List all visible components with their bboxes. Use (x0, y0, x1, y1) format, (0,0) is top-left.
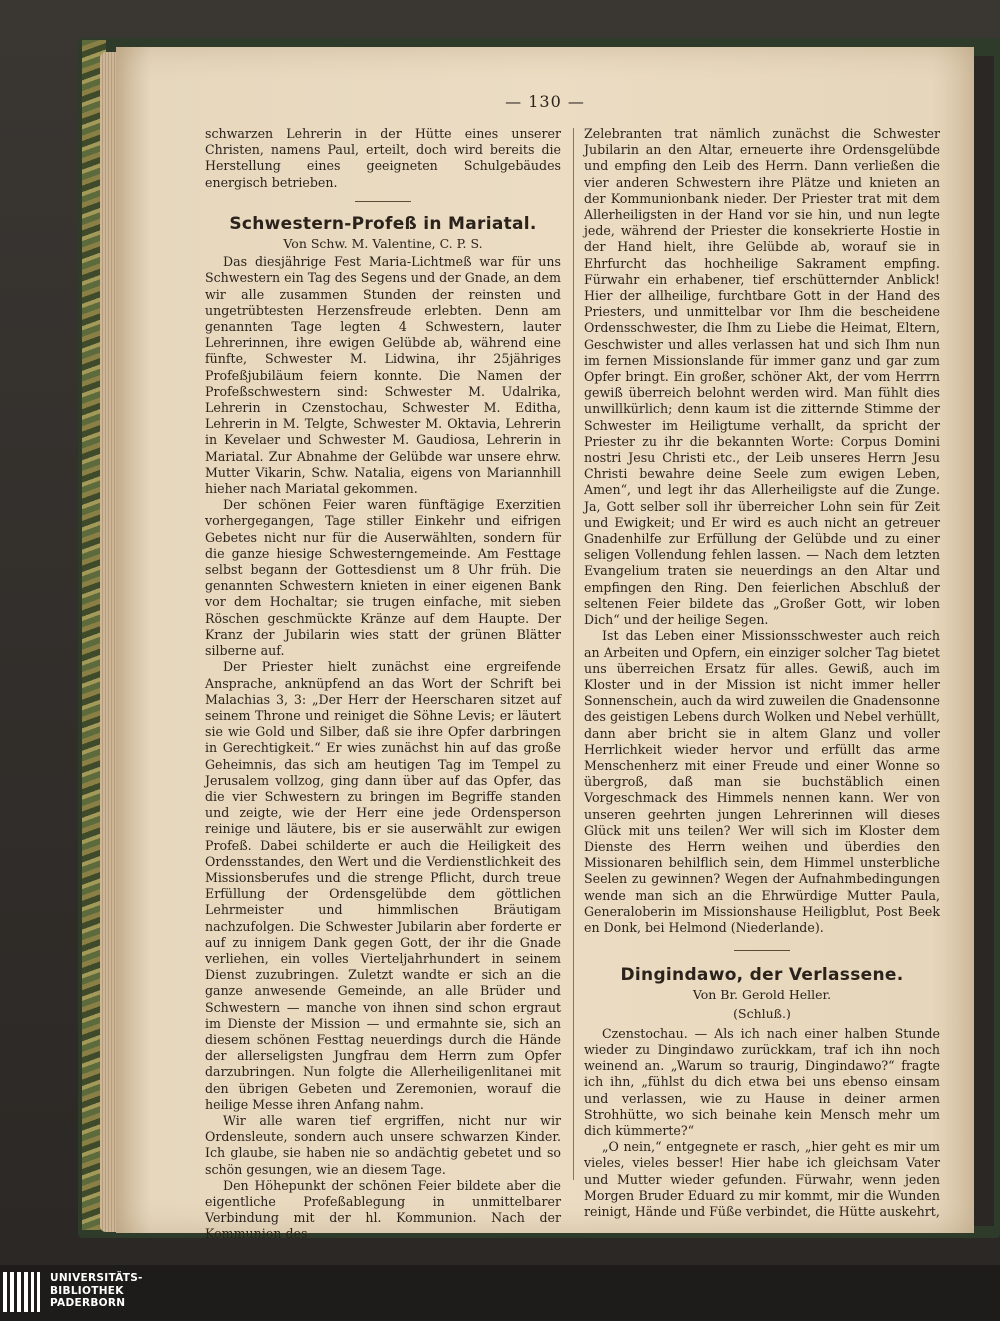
paragraph: Czenstochau. — Als ich nach einer halben Stunde wieder zu Dingindawo zurückkam, traf ich ihn noch weinend an. „Warum so traurig, Dingindawo?“ fragte ich ihn, „fühlst du dich etwa bei uns ebenso einsam und verlassen, wie zu Hause in deiner armen Strohhütte, wo sich beinahe kein Mensch mehr um dich kümmerte?“ (584, 1025, 940, 1138)
page-number: — 130 — (505, 92, 585, 111)
library-name-line: UNIVERSITÄTS- (50, 1272, 143, 1284)
column-divider (573, 128, 574, 1180)
library-name (50, 1272, 143, 1310)
left-opening-paragraph: schwarzen Lehrerin in der Hütte eines unserer Christen, namens Paul, erteilt, doch wird bereits die Herstellung eines geeigneten Schulgebäudes energisch betrieben. (205, 126, 561, 190)
book-right-edge (972, 56, 994, 1226)
article-title-profess: Schwestern-Profeß in Mariatal. (229, 213, 537, 234)
continuation-note: (Schluß.) (733, 1005, 791, 1021)
paragraph: Wir alle waren tief ergriffen, nicht nur wir Ordensleute, sondern auch unsere schwarzen Kinder. Ich glaube, sie haben nie so andächtig gebetet und so schön gesungen, wie an diesem Tage. (205, 1112, 561, 1177)
article-byline-profess: Von Schw. M. Valentine, C. P. S. (283, 236, 483, 252)
paragraph: Das diesjährige Fest Maria-Lichtmeß war für uns Schwestern ein Tag des Segens und der Gnade, an dem wir alle zusammen Stunden der reinsten und ungetrübtesten Herzensfreude erlebten. Denn am genannten Tage legten 4 Schwestern, lauter Lehrerinnen, ihre ewigen Gelübde ab, während eine fünfte, Schwester M. Lidwina, ihr 25jähriges Profeßjubiläum feiern konnte. Die Namen der Profeßschwestern sind: Schwester M. Udalrika, Lehrerin in Czenstochau, Schwester M. Editha, Lehrerin in M. Telgte, Schwester M. Oktavia, Lehrerin in Kevelaer und Schwester M. Gaudiosa, Lehrerin in Mariatal. Zur Abnahme der Gelübde war unsere ehrw. Mutter Vikarin, Schw. Natalia, eigens von Mariannhill hieher nach Mariatal gekommen. (205, 254, 561, 497)
paragraph: Der Priester hielt zunächst eine ergreifende Ansprache, anknüpfend an das Wort der Schrift bei Malachias 3, 3: „Der Herr der Heerscharen sitzet auf seinem Throne und reiniget die Söhne Levis; er läutert sie wie Gold und Silber, daß sie ihre Opfer darbringen in Gerechtigkeit.“ Er wies zunächst hin auf das große Geheimnis, das sich am heutigen Tag im Tempel zu Jerusalem vollzog, ging dann über auf das Opfer, das die vier Schwestern zu bringen im Begriffe standen und zeigte, wie der Herr eine jede Ordensperson reinige und läutere, bis er sie auserwählt zur ewigen Profeß. Dabei schilderte er auch die Heiligkeit des Ordensstandes, den Wert und die Verdienstlichkeit des Missionsberufes und die strenge Pflicht, durch treue Erfüllung der Ordensgelübde dem göttlichen Lehrmeister und himmlischen Bräutigam nachzufolgen. Die Schwester Jubilarin aber forderte er auf zu innigem Dank gegen Gott, der ihr die Gnade verliehen, ein volles Vierteljahrhundert in seinem Dienst zuzubringen. Zuletzt wandte er sich an die ganze anwesende Gemeinde, an alle Brüder und Schwestern — manche von ihnen sind schon ergraut im Dienste der Mission — und ermahnte sie, sich an diesem schönen Festtag neuerdings durch die Hände der allerseligsten Jungfrau dem Herrn zum Opfer darzubringen. Nun folgte die Allerheiligenlitanei mit den übrigen Gebeten und Zeremonien, worauf die heilige Messe ihren Anfang nahm. (205, 659, 561, 1112)
paragraph: „O nein,“ entgegnete er rasch, „hier geht es mir um vieles, vieles besser! Hier habe ich gleichsam Vater und Mutter wieder gefunden. Fürwahr, wenn jeden Morgen Bruder Eduard zu mir kommt, mir die Wunden reinigt, Hände und Füße verbindet, die Hütte auskehrt, (584, 1139, 940, 1219)
section-divider (734, 950, 790, 951)
paragraph: Zelebranten trat nämlich zunächst die Schwester Jubilarin an den Altar, erneuerte ihre Ordensgelübde und empfing den Leib des Herrn. Dann verließen die vier anderen Schwestern ihre Plätze und knieten an der Kommunionbank nieder. Der Priester trat mit dem Allerheiligsten in der Hand vor sie hin, und nun legte jede, während der Priester die konsekrierte Hostie in der Hand hielt, ihre Gelübde ab, worauf sie in Ehrfurcht das hochheilige Sakrament empfing. Fürwahr ein erhabener, tief erschütternder Anblick! Hier der allheilige, furchtbare Gott in der Hand des Priesters, und unmittelbar vor Ihm die bescheidene Ordensschwester, die Ihm zu Liebe die Heimat, Eltern, Geschwister und alles verlassen hat und sich Ihm nun im fernen Missionslande für immer ganz und gar zum Opfer bringt. Ein großer, schöner Akt, der vom Herrrn gewiß überreich belohnt werden wird. Man fühlt dies unwillkürlich; denn kaum ist die zitternde Stimme der Schwester im Heiligtume verhallt, da spricht der Priester zu ihr die bekannten Worte: Corpus Domini nostri Jesu Christi etc., der Leib unseres Herrn Jesu Christi bewahre deine Seele zum ewigen Leben, Amen“, und legt ihr das Allerheiligste auf die Zunge. Ja, Gott selber soll ihr überreicher Lohn sein für Zeit und Ewigkeit; und Er wird es auch nicht an getreuer Gnadenhilfe zur Erfüllung der Gelübde und zu einer seligen Vollendung fehlen lassen. — Nach dem letzten Evangelium traten sie neuerdings an den Altar und empfingen den Ring. Den feierlichen Abschluß der seltenen Feier bildete das „Großer Gott, wir loben Dich“ und der heilige Segen. (584, 126, 940, 628)
paragraph: Der schönen Feier waren fünftägige Exerzitien vorhergegangen, Tage stiller Einkehr und eifrigen Gebetes nicht nur für die Auserwählten, sondern für die ganze hiesige Schwesterngemeinde. Am Festtage selbst begann der Gottesdienst um 8 Uhr früh. Die genannten Schwestern knieten in einer eigenen Bank vor dem Hochaltar; sie trugen einfache, mit sieben Röschen geschmückte Kränze auf dem Haupte. Der Kranz der Jubilarin wies statt der grünen Blätter silberne auf. (205, 497, 561, 659)
library-name-line: PADERBORN (50, 1297, 126, 1309)
right-column (584, 126, 940, 1220)
left-column (205, 126, 561, 1243)
article-title-dingindawo: Dingindawo, der Verlassene. (620, 965, 904, 986)
footer-bar (0, 1265, 1000, 1321)
library-logo-icon (3, 1272, 43, 1312)
paragraph: Ist das Leben einer Missionsschwester auch reich an Arbeiten und Opfern, ein einziger solcher Tag bietet uns überreichen Ersatz für alles. Gewiß, auch im Kloster und in der Mission ist nicht immer heller Sonnenschein, auch da wird zuweilen die Gnadensonne des geistigen Lebens durch Wolken und Nebel verhüllt, dann aber bricht sie in altem Glanz und voller Herrlichkeit wieder hervor und erfüllt das arme Menschenherz mit einer Freude und einer Wonne so übergroß, daß man sie buchstäblich einen Vorgeschmack des Himmels nennen kann. Wer von unseren geehrten jungen Lehrerinnen will dieses Glück mit uns teilen? Wer will sich im Kloster dem Dienste des Herrn weihen und überdies den Missionaren behilflich sein, dem Himmel unsterbliche Seelen zu gewinnen? Wegen der Aufnahmbedingungen wende man sich an die Ehrwürdige Mutter Paula, Generaloberin im Missionshause Heiligblut, Post Beek en Donk, bei Helmond (Niederlande). (584, 628, 940, 935)
article-byline-dingindawo: Von Br. Gerold Heller. (692, 987, 832, 1003)
paragraph: Den Höhepunkt der schönen Feier bildete aber die eigentliche Profeßablegung in unmittelbarer Verbindung mit der hl. Kommunion. Nach der Kommunion des (205, 1177, 561, 1242)
section-divider (355, 201, 411, 202)
library-name-line: BIBLIOTHEK (50, 1284, 124, 1297)
